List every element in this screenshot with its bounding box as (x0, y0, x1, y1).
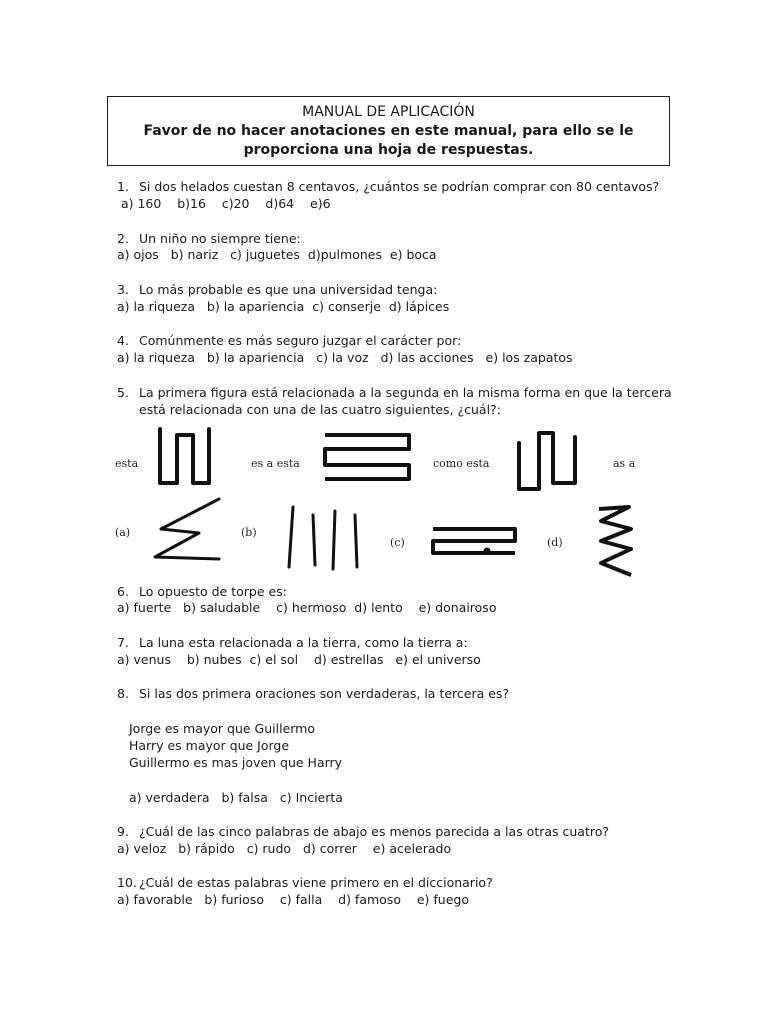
question-number: 10. (117, 875, 137, 890)
question-text: Lo más probable es que una universidad tenga: (139, 282, 438, 297)
question-6-answers: a) fuerte b) saludable c) hermoso d) lento e) donairoso (117, 600, 497, 615)
statement-2: Harry es mayor que Jorge (129, 738, 290, 753)
label-esta: esta (115, 457, 139, 470)
question-1-answers: a) 160 b)16 c)20 d)64 e)6 (117, 196, 331, 211)
analogy-figure (107, 423, 663, 583)
manual-title: MANUAL DE APLICACIÓN (302, 104, 475, 120)
question-text: ¿Cuál de estas palabras viene primero en el diccionario? (139, 875, 493, 890)
question-3-answers: a) la riqueza b) la apariencia c) conserje d) lápices (117, 299, 450, 314)
option-label-a: (a) (115, 526, 131, 539)
question-number: 4. (117, 333, 129, 348)
question-text: La primera figura está relacionada a la segunda en la misma forma en que la tercera (139, 385, 672, 400)
question-9 (117, 823, 609, 840)
question-text: Si las dos primera oraciones son verdaderas, la tercera es? (139, 686, 510, 701)
header-box (107, 96, 670, 166)
question-6 (117, 583, 287, 600)
statement-3: Guillermo es mas joven que Harry (129, 755, 343, 770)
label-como-esta: como esta (433, 457, 490, 470)
question-number: 1. (117, 179, 129, 194)
question-8-answers: a) verdadera b) falsa c) Incierta (129, 790, 343, 805)
question-text: La luna esta relacionada a la tierra, como la tierra a: (139, 635, 468, 650)
label-es-a-esta: es a esta (251, 457, 300, 470)
question-4 (117, 332, 461, 349)
figure-u-shape-1 (160, 429, 209, 483)
figure-option-a-zigzag (155, 499, 219, 559)
option-label-c: (c) (390, 536, 405, 549)
question-text: Si dos helados cuestan 8 centavos, ¿cuántos se podrían comprar con 80 centavos? (139, 179, 660, 194)
question-text: Lo opuesto de torpe es: (139, 584, 287, 599)
question-7 (117, 634, 468, 651)
label-as-a: as a (613, 457, 636, 470)
figure-serpentine-horizontal (325, 435, 409, 479)
question-3 (117, 281, 437, 298)
option-label-b: (b) (241, 526, 257, 539)
figure-option-c-rectangle-loop (433, 529, 515, 553)
question-number: 3. (117, 282, 129, 297)
question-text: Comúnmente es más seguro juzgar el carácter por: (139, 333, 462, 348)
question-10-answers: a) favorable b) furioso c) falla d) famoso e) fuego (117, 892, 469, 907)
question-2-answers: a) ojos b) nariz c) juguetes d)pulmones e) boca (117, 247, 437, 262)
question-text: Un niño no siempre tiene: (139, 231, 301, 246)
question-5-text-line2: está relacionada con una de las cuatro siguientes, ¿cuál?: (139, 402, 501, 417)
figure-option-d-zigzag-vertical (599, 507, 631, 575)
question-8 (117, 685, 509, 702)
figure-option-b-vertical-lines (289, 507, 357, 569)
question-number: 8. (117, 686, 129, 701)
question-5 (117, 384, 672, 401)
manual-instruction-line2: proporciona una hoja de respuestas. (243, 142, 534, 158)
option-label-d: (d) (547, 536, 563, 549)
question-10 (117, 874, 493, 891)
question-number: 2. (117, 231, 129, 246)
question-number: 5. (117, 385, 129, 400)
question-2 (117, 230, 301, 247)
question-number: 9. (117, 824, 129, 839)
manual-instruction-line1: Favor de no hacer anotaciones en este manual, para ello se le (143, 123, 634, 139)
question-4-answers: a) la riqueza b) la apariencia c) la voz d) las acciones e) los zapatos (117, 350, 573, 365)
question-1 (117, 178, 659, 195)
statement-1: Jorge es mayor que Guillermo (129, 721, 316, 736)
question-number: 7. (117, 635, 129, 650)
question-7-answers: a) venus b) nubes c) el sol d) estrellas e) el universo (117, 652, 481, 667)
question-9-answers: a) veloz b) rápido c) rudo d) correr e) acelerado (117, 841, 452, 856)
figure-u-shape-2 (519, 433, 575, 489)
question-text: ¿Cuál de las cinco palabras de abajo es menos parecida a las otras cuatro? (139, 824, 610, 839)
question-number: 6. (117, 584, 129, 599)
